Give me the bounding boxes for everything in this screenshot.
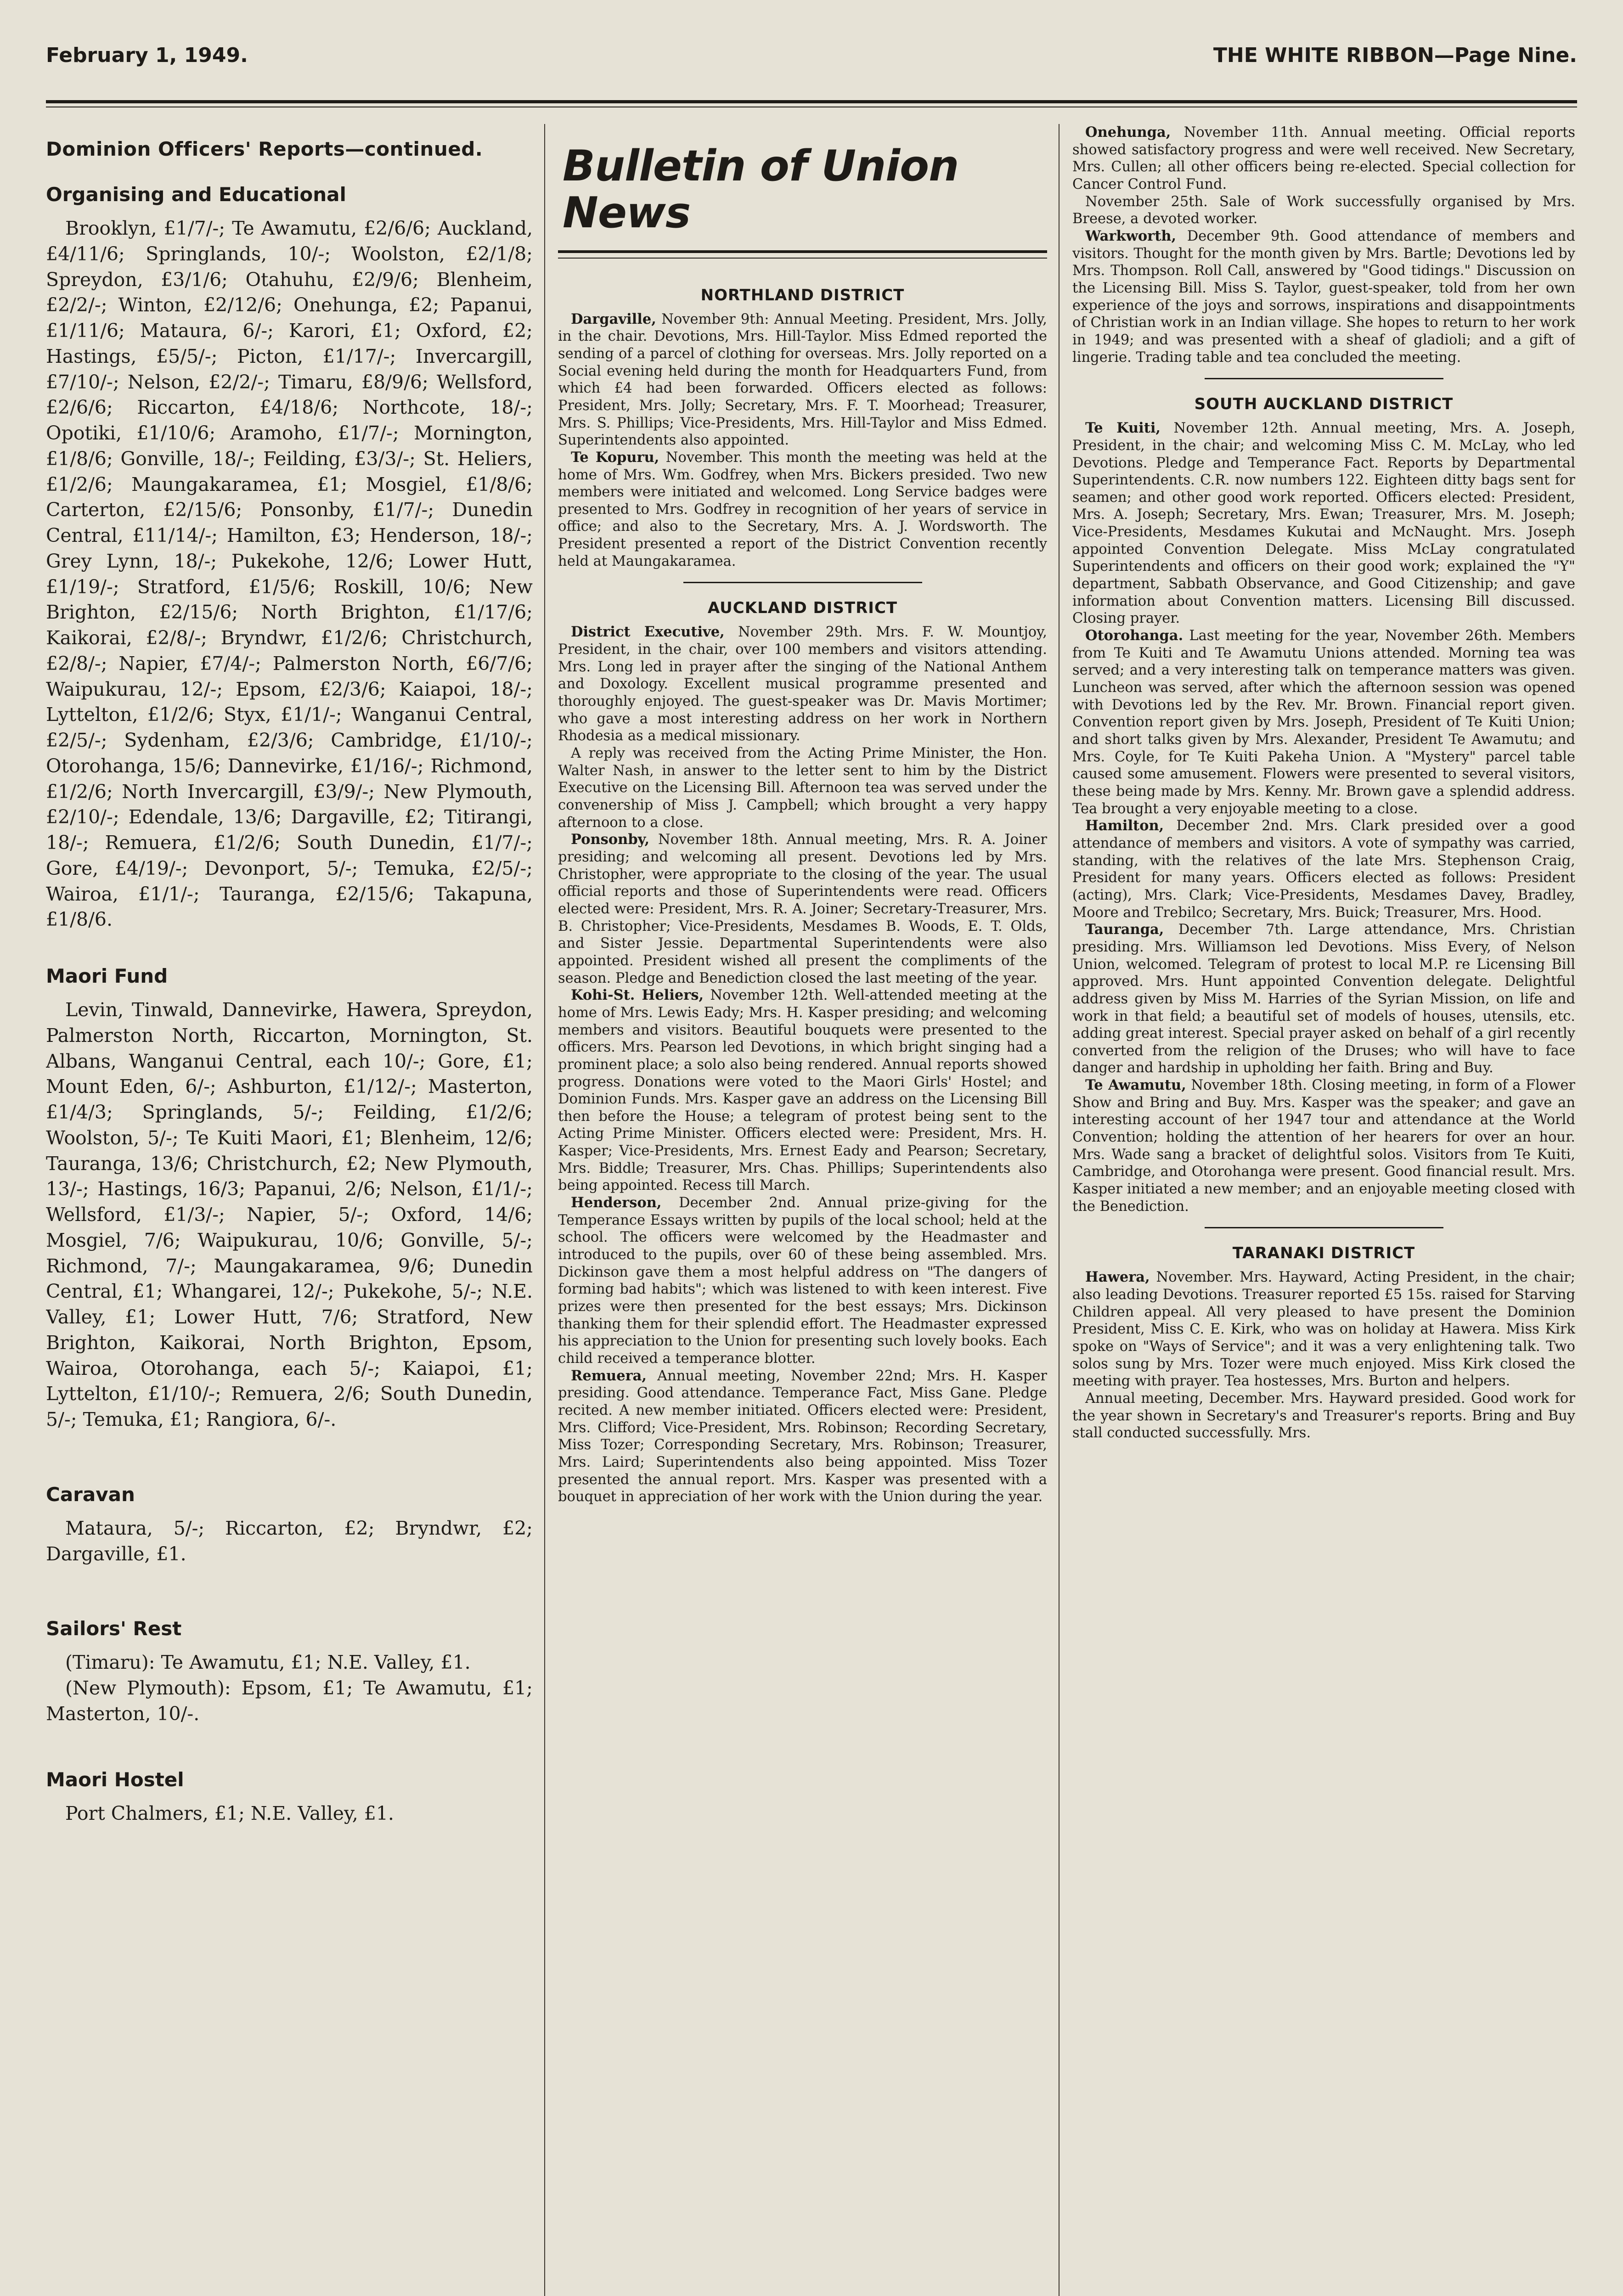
- sailors-rest-line2: (New Plymouth): Epsom, £1; Te Awamutu, £1; Masterton, 10/-.: [46, 1677, 533, 1725]
- union-name: Ponsonby,: [571, 831, 650, 848]
- masthead: [46, 44, 1577, 76]
- dargaville-report: Dargaville, November 9th: Annual Meeting. President, Mrs. Jolly, in the chair. Devotions, Mrs. Hill-Taylor. Miss Edmed reported the sending of a parcel of clothing for overseas. Mrs. Jolly reported on a Social evening held during the month for Headquarters Fund, from which £4 had been forwarded. Officers elected as follows: President, Mrs. Jolly; Secretary, Mrs. F. T. Moorhead; Treasurer, Mrs. S. Phillips; Vice-Presidents, Mrs. Hill-Taylor and Miss Edmed. Superintendents also appointed.: [558, 310, 1047, 449]
- te-awamutu-report: Te Awamutu, November 18th. Closing meeting, in form of a Flower Show and Bring and Buy. Mrs. Kasper was the speaker; and gave an interesting account of her 1947 tour and attendance at the World Convention; holding the attention of her hearers for over an hour. Mrs. Wade sang a bracket of delightful solos. Visitors from Te Kuiti, Cambridge, and Otorohanga were present. Good financial result. Mrs. Kasper initiated a new member; and an enjoyable meeting closed with the Benediction.: [1072, 1077, 1575, 1215]
- south-auckland-heading: SOUTH AUCKLAND DISTRICT: [1194, 395, 1454, 414]
- tauranga-report: Tauranga, December 7th. Large attendance, Mrs. Christian presiding. Mrs. Williamson led Devotions. Miss Every, of Nelson Union, welcomed. Telegram of protest to local M.P. re Licensing Bill approved. Mrs. Hunt appointed Convention delegate. Delightful address given by Miss M. Harries of the Syrian Mission, on life and work in that field; a beautiful set of models of houses, utensils, etc. adding great interest. Special prayer asked on behalf of a girl recently converted from the religion of the Druses; who will have to face danger and hardship in upholding her faith. Bring and Buy.: [1072, 921, 1575, 1076]
- remuera-report: Remuera, Annual meeting, November 22nd; Mrs. H. Kasper presiding. Good attendance. Temperance Fact, Miss Gane. Pledge recited. A new member initiated. Officers elected were: President, Mrs. Clifford; Vice-President, Mrs. Robinson; Recording Secretary, Miss Tozer; Corresponding Secretary, Mrs. Robinson; Treasurer, Mrs. Laird; Superintendents also being appointed. Miss Tozer presented the annual report. Mrs. Kasper was presented with a bouquet in appreciation of her work with the Union during the year.: [558, 1367, 1047, 1505]
- union-name: Te Awamutu,: [1085, 1077, 1186, 1094]
- henderson-report: Henderson, December 2nd. Annual prize-giving for the Temperance Essays written by pupils of the local school; held at the school. The officers were welcomed by the Headmaster and introduced to the pupils, over 60 of these being assembled. Mrs. Dickinson gave them a most helpful address on "The dangers of forming bad habits"; which was listened to with keen interest. Five prizes were then presented for the best essays; Mrs. Dickinson thanking them for their splendid effort. The Headmaster expressed his appreciation to the Union for presenting such lovely books. Each child received a temperance blotter.: [558, 1194, 1047, 1367]
- onehunga-sale-report: November 25th. Sale of Work successfully organised by Mrs. Breese, a devoted worker.: [1072, 193, 1575, 227]
- te-kopuru-report: Te Kopuru, November. This month the meeting was held at the home of Mrs. Wm. Godfrey, when Mrs. Bickers presided. Two new members were initiated and welcomed. Long Service badges were presented to Mrs. Godfrey in recognition of her years of service in office; and also to the Secretary, Mrs. A. J. Wordsworth. The President presented a report of the District Convention recently held at Maungakaramea.: [558, 449, 1047, 569]
- union-name: Hawera,: [1085, 1269, 1150, 1286]
- warkworth-report: Warkworth, December 9th. Good attendance of members and visitors. Thought for the month given by Mrs. Bartle; Devotions led by Mrs. Thompson. Roll Call, answered by "Good tidings." Discussion on the Licensing Bill. Miss S. Taylor, guest-speaker, told from her own experience of the joys and sorrows, inspirations and disappointments of Christian work in an Indian village. She hopes to return to her work in 1949; and was presented with a sheaf of gladioli; and a gift of lingerie. Trading table and tea concluded the meeting.: [1072, 227, 1575, 366]
- union-name: Te Kopuru,: [571, 449, 659, 466]
- maori-fund-text: Levin, Tinwald, Dannevirke, Hawera, Spreydon, Palmerston North, Riccarton, Mornington, St. Albans, Wanganui Central, each 10/-; Gore, £1; Mount Eden, 6/-; Ashburton, £1/12/-; Masterton, £1/4/3; Springlands, 5/-; Feilding, £1/2/6; Woolston, 5/-; Te Kuiti Maori, £1; Blenheim, 12/6; Tauranga, 13/6; Christchurch, £2; New Plymouth, 13/-; Hastings, 16/3; Papanui, 2/6; Nelson, £1/1/-; Wellsford, £1/3/-; Napier, 5/-; Oxford, 14/6; Mosgiel, 7/6; Waipukurau, 10/6; Gonville, 5/-; Richmond, 7/-; Maungakaramea, 9/6; Dunedin Central, £1; Whangarei, 12/-; Pukekohe, 5/-; N.E. Valley, £1; Lower Hutt, 7/6; Stratford, New Brighton, Kaikorai, North Brighton, Epsom, Wairoa, Otorohanga, each 5/-; Kaiapoi, £1; Lyttelton, £1/10/-; Remuera, 2/6; South Dunedin, 5/-; Temuka, £1; Rangiora, 6/-.: [46, 999, 533, 1430]
- page-label: THE WHITE RIBBON—Page Nine.: [1213, 44, 1577, 67]
- taranaki-heading: TARANAKI DISTRICT: [1232, 1244, 1415, 1263]
- title-rule: [558, 250, 1047, 253]
- middle-column: [558, 124, 1047, 2296]
- onehunga-report: Onehunga, November 11th. Annual meeting. Official reports showed satisfactory progress and were well received. New Secretary, Mrs. Cullen; all other officers being re-elected. Special collection for Cancer Control Fund.: [1072, 124, 1575, 192]
- organising-title: Organising and Educational: [46, 183, 346, 206]
- union-name: Remuera,: [571, 1367, 647, 1384]
- maori-hostel-title: Maori Hostel: [46, 1768, 184, 1791]
- union-name: District Executive,: [571, 624, 725, 641]
- hawera-report: Hawera, November. Mrs. Hayward, Acting President, in the chair; also leading Devotions. Treasurer reported £5 15s. raised for Starving Children appeal. All very pleased to have present the Dominion President, Miss C. E. Kirk, who was on holiday at Hawera. Miss Kirk spoke on "Ways of Service"; and it was a very enlightening talk. Two solos sung by Mrs. Tozer were much enjoyed. Miss Kirk closed the meeting with prayer. Tea hostesses, Mrs. Burton and helpers.: [1072, 1269, 1575, 1390]
- maori-hostel-text: Port Chalmers, £1; N.E. Valley, £1.: [65, 1802, 394, 1824]
- union-name: Henderson,: [571, 1194, 662, 1211]
- issue-date: February 1, 1949.: [46, 44, 248, 67]
- district-divider: [683, 582, 922, 583]
- union-name: Warkworth,: [1085, 227, 1177, 244]
- union-name: Tauranga,: [1085, 921, 1164, 938]
- right-column: [1072, 124, 1575, 2296]
- caravan-title: Caravan: [46, 1483, 135, 1506]
- union-name: Hamilton,: [1085, 817, 1164, 834]
- auckland-heading: AUCKLAND DISTRICT: [707, 599, 898, 618]
- sailors-rest-line1: (Timaru): Te Awamutu, £1; N.E. Valley, £1.: [65, 1651, 471, 1674]
- union-name: Kohi-St. Heliers,: [571, 987, 704, 1004]
- hawera-annual-report: Annual meeting, December. Mrs. Hayward presided. Good work for the year shown in Secretary's and Treasurer's reports. Bring and Buy stall conducted successfully. Mrs.: [1072, 1390, 1575, 1441]
- union-name: Onehunga,: [1085, 124, 1171, 141]
- bulletin-title: Bulletin of Union News: [563, 141, 959, 238]
- northland-heading: NORTHLAND DISTRICT: [700, 286, 905, 304]
- organising-text: Brooklyn, £1/7/-; Te Awamutu, £2/6/6; Auckland, £4/11/6; Springlands, 10/-; Woolston, £2/1/8; Spreydon, £3/1/6; Otahuhu, £2/9/6; Blenheim, £2/2/-; Winton, £2/12/6; Onehunga, £2; Papanui, £1/11/6; Mataura, 6/-; Karori, £1; Oxford, £2; Hastings, £5/5/-; Picton, £1/17/-; Invercargill, £7/10/-; Nelson, £2/2/-; Timaru, £8/9/6; Wellsford, £2/6/6; Riccarton, £4/18/6; Northcote, 18/-; Opotiki, £1/10/6; Aramoho, £1/7/-; Mornington, £1/8/6; Gonville, 18/-; Feilding, £3/3/-; St. Heliers, £1/2/6; Maungakaramea, £1; Mosgiel, £1/8/6; Carterton, £2/15/6; Ponsonby, £1/7/-; Dunedin Central, £11/14/-; Hamilton, £3; Henderson, 18/-; Grey Lynn, 18/-; Pukekohe, 12/6; Lower Hutt, £1/19/-; Stratford, £1/5/6; Roskill, 10/6; New Brighton, £2/15/6; North Brighton, £1/17/6; Kaikorai, £2/8/-; Bryndwr, £1/2/6; Christchurch, £2/8/-; Napier, £7/4/-; Palmerston North, £6/7/6; Waipukurau, 12/-; Epsom, £2/3/6; Kaiapoi, 18/-; Lyttelton, £1/2/6; Styx, £1/1/-; Wanganui Central, £2/5/-; Sydenham, £2/3/6; Cambridge, £1/10/-; Otorohanga, 15/6; Dannevirke, £1/16/-; Richmond, £1/2/6; North Invercargill, £3/9/-; New Plymouth, £2/10/-; Edendale, 13/6; Dargaville, £2; Titirangi, 18/-; Remuera, £1/2/6; South Dunedin, £1/7/-; Gore, £4/19/-; Devonport, 5/-; Temuka, £2/5/-; Wairoa, £1/1/-; Tauranga, £2/15/6; Takapuna, £1/8/6.: [46, 217, 533, 931]
- union-name: Otorohanga.: [1085, 627, 1183, 644]
- maori-fund-title: Maori Fund: [46, 965, 168, 987]
- left-column: [46, 124, 533, 2296]
- section-title: Dominion Officers' Reports—continued.: [46, 138, 483, 160]
- column-divider-1: [544, 124, 545, 2296]
- reply-report: A reply was received from the Acting Prime Minister, the Hon. Walter Nash, in answer to the letter sent to him by the District Executive on the Licensing Bill. Afternoon tea was served under the convenership of Miss J. Campbell; which brought a very happy afternoon to a close.: [558, 745, 1047, 831]
- union-name: Dargaville,: [571, 310, 656, 327]
- te-kuiti-report: Te Kuiti, November 12th. Annual meeting, Mrs. A. Joseph, President, in the chair; and welcoming Miss C. M. McLay, who led Devotions. Pledge and Temperance Fact. Reports by Departmental Superintendents. C.R. now numbers 122. Eighteen ditty bags sent for seamen; and other good work reported. Officers elected: President, Mrs. A. Joseph; Secretary, Mrs. Ewan; Treasurer, Mrs. M. Joseph; Vice-Presidents, Mesdames Kukutai and McNaught. Mrs. Joseph appointed Convention Delegate. Miss McLay congratulated Superintendents and officers on their good work; explained the "Y" department, Sabbath Observance, and Good Citizenship; and gave information about Convention matters. Licensing Bill discussed. Closing prayer.: [1072, 420, 1575, 627]
- title-rule-thin: [558, 258, 1047, 259]
- hamilton-report: Hamilton, December 2nd. Mrs. Clark presided over a good attendance of members and visitors. A vote of sympathy was carried, standing, with the relatives of the late Mrs. Stephenson Craig, President for many years. Officers elected as follows: President (acting), Mrs. Clark; Vice-Presidents, Mesdames Davey, Bradley, Moore and Trebilco; Secretary, Mrs. Buick; Treasurer, Mrs. Hood.: [1072, 817, 1575, 921]
- union-name: Te Kuiti,: [1085, 420, 1161, 437]
- district-executive-report: District Executive, November 29th. Mrs. F. W. Mountjoy, President, in the chair, over 100 members and visitors attending. Mrs. Long led in prayer after the singing of the National Anthem and Doxology. Excellent musical programme presented and thoroughly enjoyed. The guest-speaker was Dr. Mavis Mortimer; who gave a most interesting address on her work in Northern Rhodesia as a medical missionary.: [558, 624, 1047, 744]
- header-rule: [46, 100, 1577, 103]
- otorohanga-report: Otorohanga. Last meeting for the year, November 26th. Members from Te Kuiti and Te Awamutu Unions attended. Morning tea was served; and a very interesting talk on temperance matters was given. Luncheon was served, after which the afternoon session was opened with Devotions led by the Rev. Mr. Brown. Financial report given. Convention report given by Mrs. Joseph, President of Te Kuiti Union; and short talks given by Mrs. Alexander, President Te Awamutu; and Mrs. Coyle, for Te Kuiti Pakeha Union. A "Mystery" parcel table caused some amusement. Flowers were presented to several visitors, these being made by Mrs. Kenny. Mr. Brown gave a splendid address. Tea brought a very enjoyable meeting to a close.: [1072, 627, 1575, 817]
- district-divider: [1205, 378, 1443, 379]
- caravan-text: Mataura, 5/-; Riccarton, £2; Bryndwr, £2; Dargaville, £1.: [46, 1517, 533, 1565]
- kohi-st-heliers-report: Kohi-St. Heliers, November 12th. Well-attended meeting at the home of Mrs. Lewis Eady; Mrs. H. Kasper presiding; and welcoming members and visitors. Beautiful bouquets were presented to the officers. Mrs. Pearson led Devotions, in which bright singing had a prominent place; a solo also being rendered. Annual reports showed progress. Donations were voted to the Maori Girls' Hostel; and Dominion Funds. Mrs. Kasper gave an address on the Licensing Bill then before the House; a telegram of protest being sent to the Acting Prime Minister. Officers elected were: President, Mrs. H. Kasper; Vice-Presidents, Mrs. Ernest Eady and Pearson; Secretary, Mrs. Biddle; Treasurer, Mrs. Chas. Phillips; Superintendents also being appointed. Recess till March.: [558, 987, 1047, 1194]
- district-divider: [1205, 1227, 1443, 1228]
- sailors-rest-title: Sailors' Rest: [46, 1617, 182, 1640]
- ponsonby-report: Ponsonby, November 18th. Annual meeting, Mrs. R. A. Joiner presiding; and welcoming all present. Devotions led by Mrs. Christopher, were appropriate to the closing of the year. The usual official reports and those of Superintendents were read. Officers elected were: President, Mrs. R. A. Joiner; Secretary-Treasurer, Mrs. B. Christopher; Vice-Presidents, Mesdames B. Woods, E. T. Olds, and Sister Jessie. Departmental Superintendents were also appointed. President wished all present the compliments of the season. Pledge and Benediction closed the last meeting of the year.: [558, 831, 1047, 986]
